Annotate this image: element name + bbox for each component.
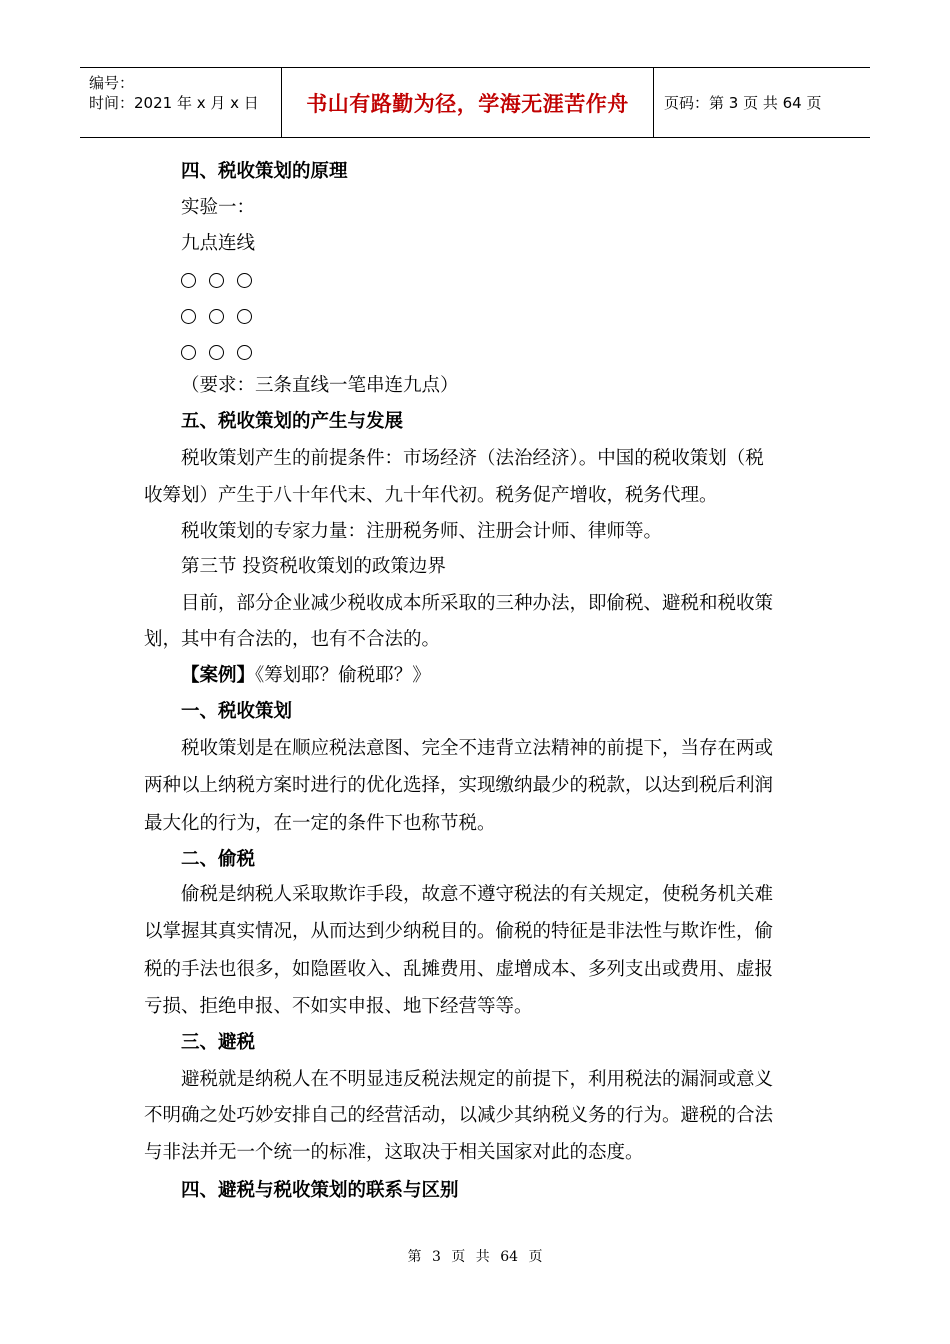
section-title-3: 第三节 投资税收策划的政策边界 [181, 556, 446, 577]
heading-tax-planning: 一、税收策划 [181, 701, 293, 722]
circle-icon [181, 273, 196, 288]
dot-row-2 [181, 304, 265, 328]
paragraph-line: 亏损、拒绝申报、不如实申报、地下经营等等。 [144, 996, 533, 1017]
circle-icon [209, 345, 224, 360]
document-header [80, 67, 870, 138]
header-page-info: 页码：第 3 页 共 64 页 [664, 94, 822, 112]
heading-relation-difference: 四、避税与税收策划的联系与区别 [181, 1180, 459, 1201]
paragraph-line: 避税就是纳税人在不明显违反税法规定的前提下，利用税法的漏洞或意义 [181, 1069, 774, 1090]
circle-icon [237, 309, 252, 324]
requirement-note: （要求：三条直线一笔串连九点） [181, 375, 459, 396]
dot-row-3 [181, 340, 265, 364]
paragraph-line: 税收策划产生的前提条件：市场经济（法治经济）。中国的税收策划（税 [181, 448, 764, 469]
paragraph-line: 最大化的行为，在一定的条件下也称节税。 [144, 813, 496, 834]
circle-icon [181, 309, 196, 324]
number-label: 编号： [89, 74, 135, 92]
header-motto: 书山有路勤为径，学海无涯苦作舟 [281, 68, 654, 137]
paragraph-line: 与非法并无一个统一的标准，这取决于相关国家对此的态度。 [144, 1142, 644, 1163]
paragraph-line: 目前，部分企业减少税收成本所采取的三种办法，即偷税、避税和税收策 [181, 593, 774, 614]
heading-tax-avoidance: 三、避税 [181, 1032, 256, 1053]
heading-tax-evasion: 二、偷税 [181, 849, 256, 870]
circle-icon [209, 273, 224, 288]
paragraph-line: 划，其中有合法的，也有不合法的。 [144, 629, 441, 650]
section-heading-principle: 四、税收策划的原理 [181, 161, 348, 182]
paragraph-line: 两种以上纳税方案时进行的优化选择，实现缴纳最少的税款，以达到税后利润 [144, 775, 774, 796]
circle-icon [209, 309, 224, 324]
paragraph-line: 税收策划是在顺应税法意图、完全不违背立法精神的前提下，当存在两或 [181, 738, 774, 759]
case-line [181, 664, 431, 688]
dot-row-1 [181, 268, 265, 292]
circle-icon [237, 345, 252, 360]
paragraph-line: 以掌握其真实情况，从而达到少纳税目的。偷税的特征是非法性与欺诈性，偷 [144, 921, 774, 942]
date-label: 时间：2021 年 x 月 x 日 [89, 94, 259, 112]
experiment-label: 实验一： [181, 197, 256, 218]
paragraph-line: 收筹划）产生于八十年代末、九十年代初。税务促产增收，税务代理。 [144, 485, 718, 506]
case-title: 《筹划耶？偷税耶？》 [255, 665, 431, 686]
paragraph-line: 税收策划的专家力量：注册税务师、注册会计师、律师等。 [181, 521, 663, 542]
paragraph-line: 税的手法也很多，如隐匿收入、乱摊费用、虚增成本、多列支出或费用、虚报 [144, 959, 774, 980]
circle-icon [237, 273, 252, 288]
page-footer: 第 3 页 共 64 页 [407, 1249, 543, 1265]
case-label: 【案例】 [181, 665, 256, 686]
circle-icon [181, 345, 196, 360]
nine-dots-title: 九点连线 [181, 233, 256, 254]
section-heading-origin: 五、税收策划的产生与发展 [181, 411, 404, 432]
paragraph-line: 偷税是纳税人采取欺诈手段，故意不遵守税法的有关规定，使税务机关难 [181, 884, 774, 905]
paragraph-line: 不明确之处巧妙安排自己的经营活动，以减少其纳税义务的行为。避税的合法 [144, 1105, 774, 1126]
header-meta [80, 68, 281, 137]
